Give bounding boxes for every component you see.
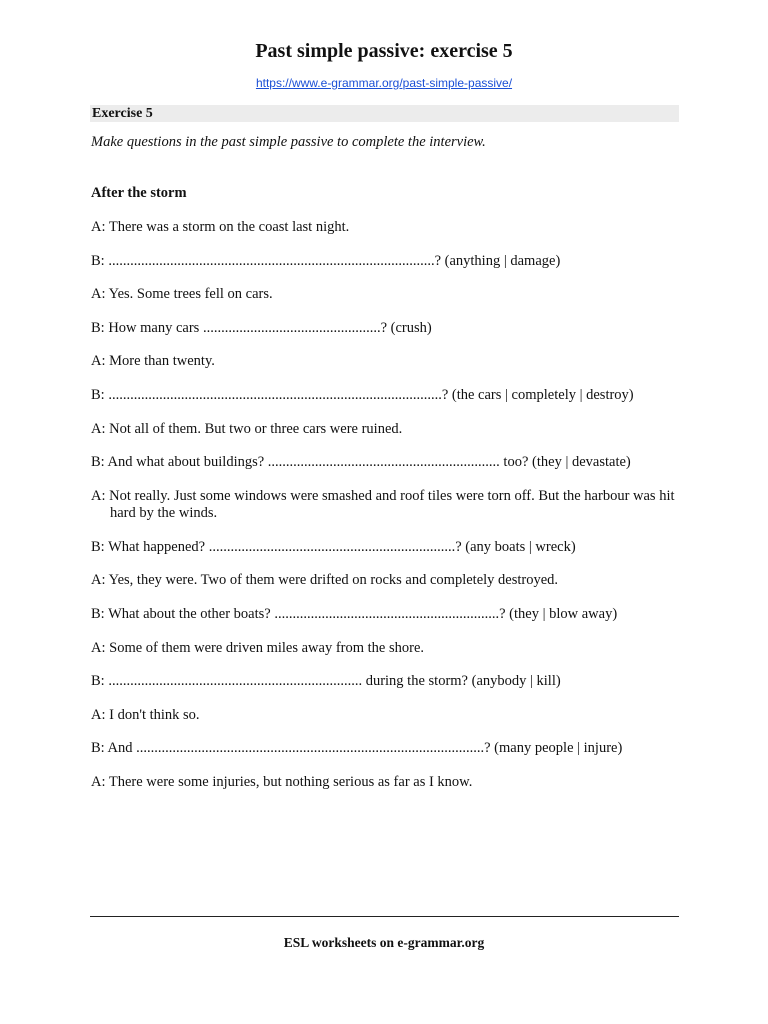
- dialogue-line: A: More than twenty.: [91, 353, 215, 370]
- exercise-header-bar: [90, 105, 679, 122]
- section-heading: After the storm: [91, 185, 187, 201]
- dialogue-line: A: Not really. Just some windows were smashed and roof tiles were torn off. But the harbour was hit hard by the winds.: [91, 487, 675, 521]
- footer-divider: [90, 916, 679, 917]
- dialogue-line: B: ..........................................................................................? (anything | damage): [91, 252, 561, 269]
- dialogue-line: B: And what about buildings? ................................................................ too? (they | devastate): [91, 454, 631, 471]
- exercise-instruction: Make questions in the past simple passive to complete the interview.: [91, 134, 486, 150]
- dialogue-line: B: And ................................................................................................? (many people | injure): [91, 740, 623, 757]
- source-link[interactable]: https://www.e-grammar.org/past-simple-passive/: [255, 76, 513, 90]
- dialogue-line: B: How many cars .................................................? (crush): [91, 319, 432, 336]
- dialogue-list: [91, 219, 681, 808]
- dialogue-line: A: There was a storm on the coast last night.: [91, 219, 350, 235]
- dialogue-line: A: There were some injuries, but nothing serious as far as I know.: [91, 773, 473, 790]
- exercise-label: Exercise 5: [92, 106, 153, 121]
- dialogue-line: A: Not all of them. But two or three cars were ruined.: [91, 420, 403, 437]
- dialogue-line: A: Yes, they were. Two of them were drifted on rocks and completely destroyed.: [91, 572, 559, 589]
- dialogue-line: B: ............................................................................................? (the cars | completely | destroy): [91, 386, 634, 403]
- dialogue-line: B: What happened? ....................................................................? (any boats | wreck): [91, 538, 576, 555]
- dialogue-line: A: Yes. Some trees fell on cars.: [91, 286, 273, 303]
- footer-text: ESL worksheets on e-grammar.org: [283, 935, 485, 950]
- dialogue-line: B: What about the other boats? ..............................................................? (they | blow away): [91, 605, 618, 622]
- dialogue-line: A: I don't think so.: [91, 706, 200, 723]
- dialogue-line: B: ...................................................................... during the storm? (anybody | kill): [91, 673, 561, 690]
- dialogue-line: A: Some of them were driven miles away from the shore.: [91, 639, 425, 656]
- page-title: Past simple passive: exercise 5: [255, 40, 513, 62]
